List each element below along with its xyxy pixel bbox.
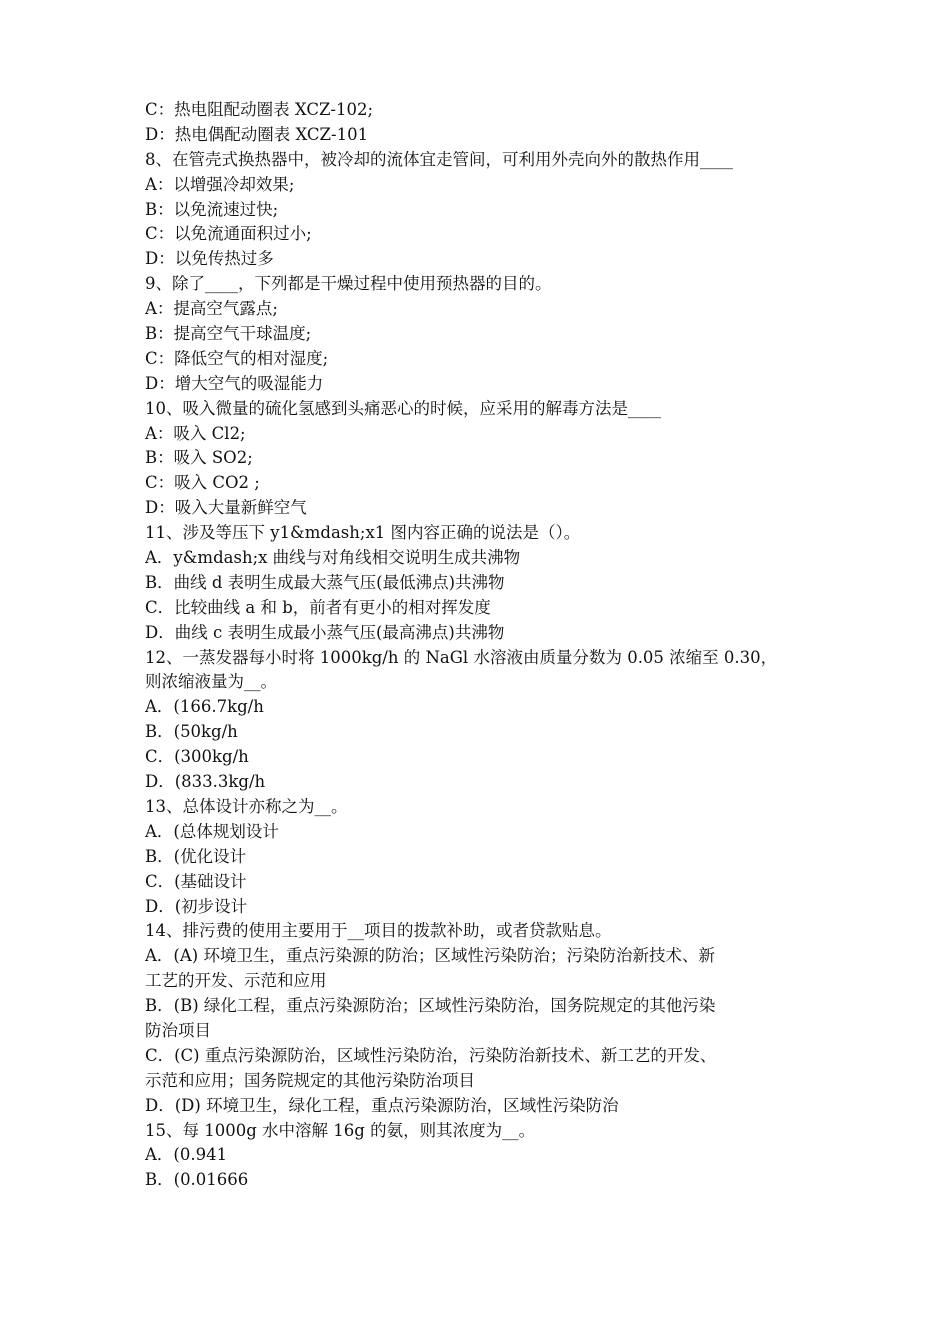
option-line: D：吸入大量新鲜空气 — [145, 498, 307, 518]
option-line: D．(初步设计 — [145, 896, 248, 916]
option-line: A：以增强冷却效果; — [145, 174, 295, 194]
option-line: C．(300kg/h — [145, 747, 249, 767]
text-line: D：热电偶配动圈表 XCZ-101 — [145, 124, 369, 144]
option-line: C．(基础设计 — [145, 871, 247, 891]
question-8: 8、在管壳式换热器中，被冷却的流体宜走管间，可利用外壳向外的散热作用____ — [145, 149, 733, 169]
option-line: A：提高空气露点; — [145, 299, 278, 319]
option-line: D．(D) 环境卫生，绿化工程，重点污染源防治，区域性污染防治 — [145, 1095, 619, 1115]
question-10: 10、吸入微量的硫化氢感到头痛恶心的时候，应采用的解毒方法是____ — [145, 398, 661, 418]
question-13: 13、总体设计亦称之为__。 — [145, 796, 348, 816]
option-line: B：吸入 SO2; — [145, 448, 253, 468]
option-line-continued: 防治项目 — [145, 1020, 211, 1040]
option-line: B．(优化设计 — [145, 846, 247, 866]
option-line: D：以免传热过多 — [145, 249, 274, 269]
option-line: B：以免流速过快; — [145, 199, 279, 219]
option-line: C．比较曲线 a 和 b，前者有更小的相对挥发度 — [145, 597, 491, 617]
question-9: 9、除了____，下列都是干燥过程中使用预热器的目的。 — [145, 274, 552, 294]
option-line: D．曲线 c 表明生成最小蒸气压(最高沸点)共沸物 — [145, 622, 505, 642]
option-line: A：吸入 Cl2; — [145, 423, 246, 443]
option-line: B．(50kg/h — [145, 722, 238, 742]
option-line: B：提高空气干球温度; — [145, 324, 312, 344]
option-line: A．y&mdash;x 曲线与对角线相交说明生成共沸物 — [145, 548, 521, 568]
text-line: C：热电阻配动圈表 XCZ-102; — [145, 100, 374, 119]
option-line: C：吸入 CO2 ; — [145, 473, 260, 493]
question-15: 15、每 1000g 水中溶解 16g 的氨，则其浓度为__。 — [145, 1120, 536, 1140]
option-line: B．(0.01666 — [145, 1170, 249, 1190]
option-line: C：以免流通面积过小; — [145, 224, 312, 244]
question-12-continued: 则浓缩液量为__。 — [145, 672, 277, 692]
option-line: B．曲线 d 表明生成最大蒸气压(最低沸点)共沸物 — [145, 572, 505, 592]
option-line: A．(166.7kg/h — [145, 697, 264, 717]
option-line: C．(C) 重点污染源防治，区域性污染防治，污染防治新技术、新工艺的开发、 — [145, 1045, 717, 1065]
document-body — [145, 98, 810, 1193]
question-14: 14、排污费的使用主要用于__项目的拨款补助，或者贷款贴息。 — [145, 921, 612, 941]
option-line-continued: 工艺的开发、示范和应用 — [145, 971, 327, 991]
option-line: A．(0.941 — [145, 1145, 228, 1165]
option-line: D：增大空气的吸湿能力 — [145, 373, 324, 393]
question-12: 12、一蒸发器每小时将 1000kg/h 的 NaGl 水溶液由质量分数为 0.05 浓缩至 0.30， — [145, 647, 778, 667]
option-line: C：降低空气的相对湿度; — [145, 348, 329, 368]
option-line: B．(B) 绿化工程，重点污染源防治；区域性污染防治，国务院规定的其他污染 — [145, 996, 716, 1016]
option-line-continued: 示范和应用；国务院规定的其他污染防治项目 — [145, 1070, 475, 1090]
option-line: D．(833.3kg/h — [145, 772, 266, 792]
question-11: 11、涉及等压下 y1&mdash;x1 图内容正确的说法是（）。 — [145, 523, 581, 543]
option-line: A．(A) 环境卫生，重点污染源的防治；区域性污染防治；污染防治新技术、新 — [145, 946, 715, 966]
option-line: A．(总体规划设计 — [145, 821, 279, 841]
